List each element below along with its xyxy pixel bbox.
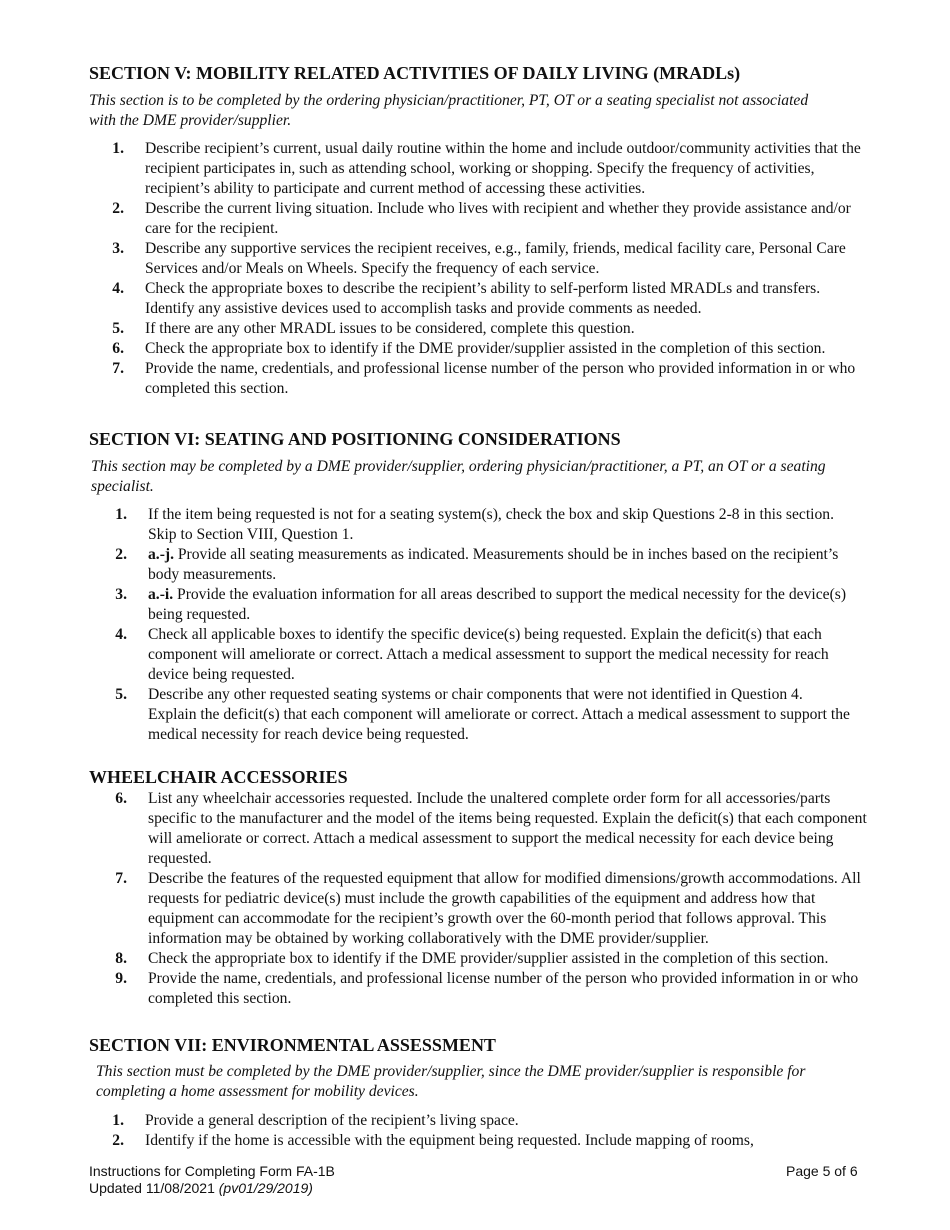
item-body: Describe any supportive services the recipient receives, e.g., family, friends, medical facility care, Personal Care Services and/or Meals on Wheels. Specify the frequency of each service.	[145, 240, 846, 277]
item-number: 5.	[115, 686, 127, 703]
item-body: Describe the features of the requested equipment that allow for modified dimensions/growth accommodations. All requests for pediatric device(s) must include the growth capabilities of the equipment and address how that equipment can accommodate for the recipient’s growth over the 60-month period that follows approval. This information may be obtained by working collaboratively with the DME provider/supplier.	[148, 870, 861, 947]
item-text	[148, 625, 851, 685]
item-number: 9.	[115, 970, 127, 987]
item-text	[145, 239, 868, 279]
item-body: Provide the name, credentials, and professional license number of the person who provided information in or who completed this section.	[145, 360, 856, 397]
item-number: 2.	[112, 1132, 124, 1149]
item-body: List any wheelchair accessories requested. Include the unaltered complete order form for all accessories/parts specific to the manufacturer and the model of the items being requested. Explain the deficit(s) that each component will ameliorate or correct. Attach a medical assessment to support the medical necessity for each device being requested.	[148, 790, 867, 867]
list-item	[111, 505, 851, 545]
footer-updated: Updated 11/08/2021	[89, 1180, 215, 1196]
list-item	[111, 789, 877, 869]
list-item	[108, 139, 868, 199]
item-text	[145, 1131, 868, 1151]
footer-prev-version: (pv01/29/2019)	[218, 1180, 313, 1196]
item-body: Describe the current living situation. Include who lives with recipient and whether they provide assistance and/or care for the recipient.	[145, 200, 851, 237]
item-text	[145, 279, 868, 319]
item-text	[145, 319, 868, 339]
item-text	[148, 685, 851, 745]
item-prefix: a.-j.	[148, 546, 174, 563]
item-body: Identify if the home is accessible with the equipment being requested. Include mapping of rooms,	[145, 1132, 754, 1149]
item-body: Provide the evaluation information for all areas described to support the medical necessity for the device(s) being requested.	[148, 586, 847, 623]
item-body: If the item being requested is not for a seating system(s), check the box and skip Questions 2-8 in this section. Skip to Section VIII, Question 1.	[148, 506, 834, 543]
item-number: 6.	[115, 790, 127, 807]
section-5-intro: This section is to be completed by the ordering physician/practitioner, PT, OT or a seating specialist not associated with the DME provider/supplier.	[89, 92, 809, 129]
section-7-title: SECTION VII: ENVIRONMENTAL ASSESSMENT	[89, 1035, 496, 1055]
list-item	[108, 319, 868, 339]
list-item	[111, 685, 851, 745]
item-body: Provide the name, credentials, and professional license number of the person who provided information in or who completed this section.	[148, 970, 859, 1007]
item-body: Check all applicable boxes to identify the specific device(s) being requested. Explain the deficit(s) that each component will ameliorate or correct. Attach a medical assessment to support the medical necessity for reach device being requested.	[148, 626, 829, 683]
item-number: 1.	[115, 506, 127, 523]
item-number: 8.	[115, 950, 127, 967]
list-item	[111, 585, 851, 625]
item-body: Describe any other requested seating systems or chair components that were not identified in Question 4. Explain the deficit(s) that each component will ameliorate or correct. Attach a medical assessment to support the medical necessity for reach device being requested.	[148, 686, 850, 743]
list-item	[108, 359, 868, 399]
section-6-list	[111, 505, 851, 745]
wheelchair-accessories-list	[111, 789, 877, 1009]
list-item	[111, 969, 877, 1009]
item-body: If there are any other MRADL issues to be considered, complete this question.	[145, 320, 635, 337]
item-number: 1.	[112, 1112, 124, 1129]
list-item	[111, 869, 877, 949]
item-prefix: a.-i.	[148, 586, 174, 603]
footer-page-number: Page 5 of 6	[786, 1163, 858, 1179]
item-text	[145, 199, 868, 239]
section-7-list	[108, 1111, 868, 1151]
item-number: 7.	[115, 870, 127, 887]
list-item	[108, 199, 868, 239]
wheelchair-accessories-title: WHEELCHAIR ACCESSORIES	[89, 767, 348, 787]
footer-form-name: Instructions for Completing Form FA-1B	[89, 1163, 335, 1179]
list-item	[111, 625, 851, 685]
item-number: 2.	[115, 546, 127, 563]
footer-left	[89, 1163, 335, 1197]
item-body: Provide a general description of the recipient’s living space.	[145, 1112, 519, 1129]
list-item	[111, 545, 851, 585]
section-6-title: SECTION VI: SEATING AND POSITIONING CONSIDERATIONS	[89, 429, 621, 449]
item-body: Check the appropriate boxes to describe the recipient’s ability to self-perform listed MRADLs and transfers. Identify any assistive devices used to accomplish tasks and provide comments as needed.	[145, 280, 821, 317]
item-text	[148, 789, 877, 869]
item-text	[145, 139, 868, 199]
section-7-intro: This section must be completed by the DME provider/supplier, since the DME provider/supplier is responsible for completing a home assessment for mobility devices.	[96, 1063, 806, 1100]
item-number: 4.	[115, 626, 127, 643]
list-item	[108, 239, 868, 279]
item-text	[148, 869, 877, 949]
list-item	[108, 339, 868, 359]
item-text	[145, 339, 868, 359]
item-number: 6.	[112, 340, 124, 357]
item-text	[145, 1111, 868, 1131]
list-item	[108, 1111, 868, 1131]
item-number: 1.	[112, 140, 124, 157]
item-body: Check the appropriate box to identify if the DME provider/supplier assisted in the completion of this section.	[145, 340, 826, 357]
item-text	[148, 949, 877, 969]
item-text	[148, 969, 877, 1009]
section-5-title: SECTION V: MOBILITY RELATED ACTIVITIES OF DAILY LIVING (MRADLs)	[89, 63, 741, 83]
item-number: 5.	[112, 320, 124, 337]
item-number: 7.	[112, 360, 124, 377]
item-number: 3.	[115, 586, 127, 603]
item-text	[148, 585, 851, 625]
section-6-intro: This section may be completed by a DME provider/supplier, ordering physician/practitioner, a PT, an OT or a seating specialist.	[91, 458, 826, 495]
item-text	[148, 545, 851, 585]
item-body: Describe recipient’s current, usual daily routine within the home and include outdoor/community activities that the recipient participates in, such as attending school, working or shopping. Specify the frequency of activities, recipient’s ability to participate and current method of accessing these activities.	[145, 140, 861, 197]
item-number: 2.	[112, 200, 124, 217]
footer-updated-line	[89, 1180, 335, 1197]
item-text	[145, 359, 868, 399]
item-number: 3.	[112, 240, 124, 257]
item-text	[148, 505, 851, 545]
list-item	[108, 279, 868, 319]
list-item	[108, 1131, 868, 1151]
list-item	[111, 949, 877, 969]
item-number: 4.	[112, 280, 124, 297]
item-body: Provide all seating measurements as indicated. Measurements should be in inches based on the recipient’s body measurements.	[148, 546, 839, 583]
section-5-list	[108, 139, 868, 399]
item-body: Check the appropriate box to identify if the DME provider/supplier assisted in the completion of this section.	[148, 950, 829, 967]
